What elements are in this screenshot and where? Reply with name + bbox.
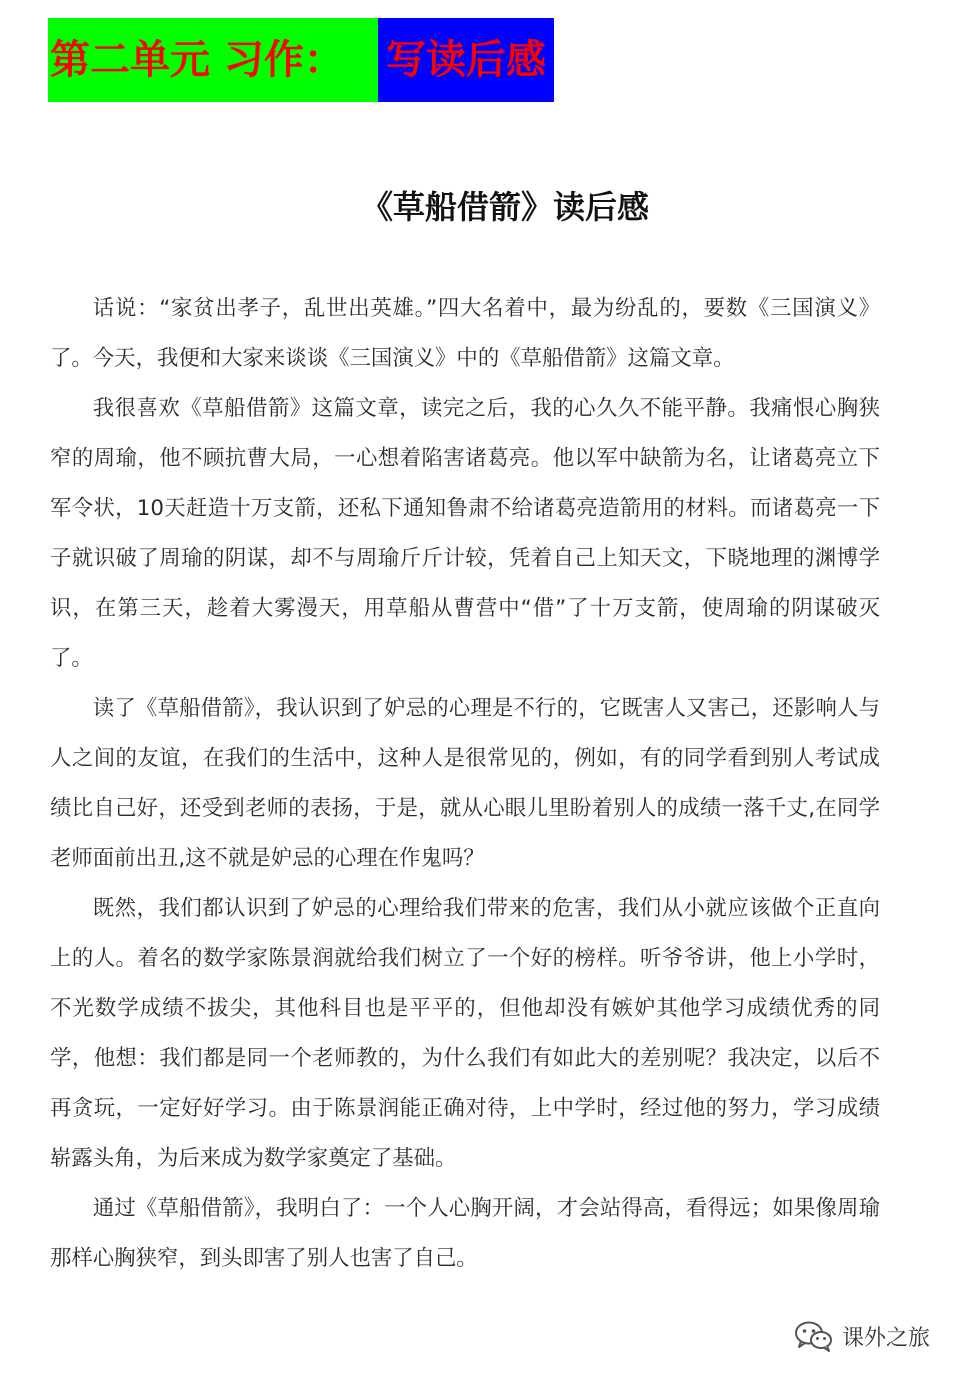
paragraph-3: 读了《草船借箭》，我认识到了妒忌的心理是不行的，它既害人又害己，还影响人与人之间的友谊，在我们的生活中，这种人是很常见的，例如，有的同学看到别人考试成绩比自己好，还受到老师的表扬，于是，就从心眼儿里盼着别人的成绩一落千丈,在同学老师面前出丑,这不就是妒忌的心理在作鬼吗？	[50, 696, 880, 871]
unit-banner	[48, 18, 554, 102]
wechat-icon	[794, 1320, 834, 1352]
watermark-text: 课外之旅	[841, 1325, 930, 1351]
paragraph-5: 通过《草船借箭》，我明白了：一个人心胸开阔，才会站得高，看得远；如果像周瑜那样心胸狭窄，到头即害了别人也害了自己。	[50, 1196, 880, 1271]
paragraph-2: 我很喜欢《草船借箭》这篇文章，读完之后，我的心久久不能平静。我痛恨心胸狭窄的周瑜，他不顾抗曹大局，一心想着陷害诸葛亮。他以军中缺箭为名，让诸葛亮立下军令状，10天赶造十万支箭，还私下通知鲁肃不给诸葛亮造箭用的材料。而诸葛亮一下子就识破了周瑜的阴谋，却不与周瑜斤斤计较，凭着自己上知天文，下晓地理的渊博学识，在第三天，趁着大雾漫天，用草船从曹营中“借”了十万支箭，使周瑜的阴谋破灭了。	[50, 396, 880, 671]
essay-body	[50, 284, 880, 1284]
banner-unit-label: 第二单元 习作：	[48, 18, 378, 102]
watermark	[794, 1318, 930, 1354]
banner-topic-label: 写读后感	[378, 18, 554, 102]
paragraph-4: 既然，我们都认识到了妒忌的心理给我们带来的危害，我们从小就应该做个正直向上的人。着名的数学家陈景润就给我们树立了一个好的榜样。听爷爷讲，他上小学时，不光数学成绩不拔尖，其他科目也是平平的，但他却没有嫉妒其他学习成绩优秀的同学，他想：我们都是同一个老师教的，为什么我们有如此大的差别呢？我决定，以后不再贪玩，一定好好学习。由于陈景润能正确对待，上中学时，经过他的努力，学习成绩崭露头角，为后来成为数学家奠定了基础。	[50, 896, 880, 1171]
paragraph-1: 话说：“家贫出孝子，乱世出英雄。”四大名着中，最为纷乱的，要数《三国演义》了。今天，我便和大家来谈谈《三国演义》中的《草船借箭》这篇文章。	[50, 296, 880, 371]
essay-title: 《草船借箭》读后感	[360, 188, 649, 226]
